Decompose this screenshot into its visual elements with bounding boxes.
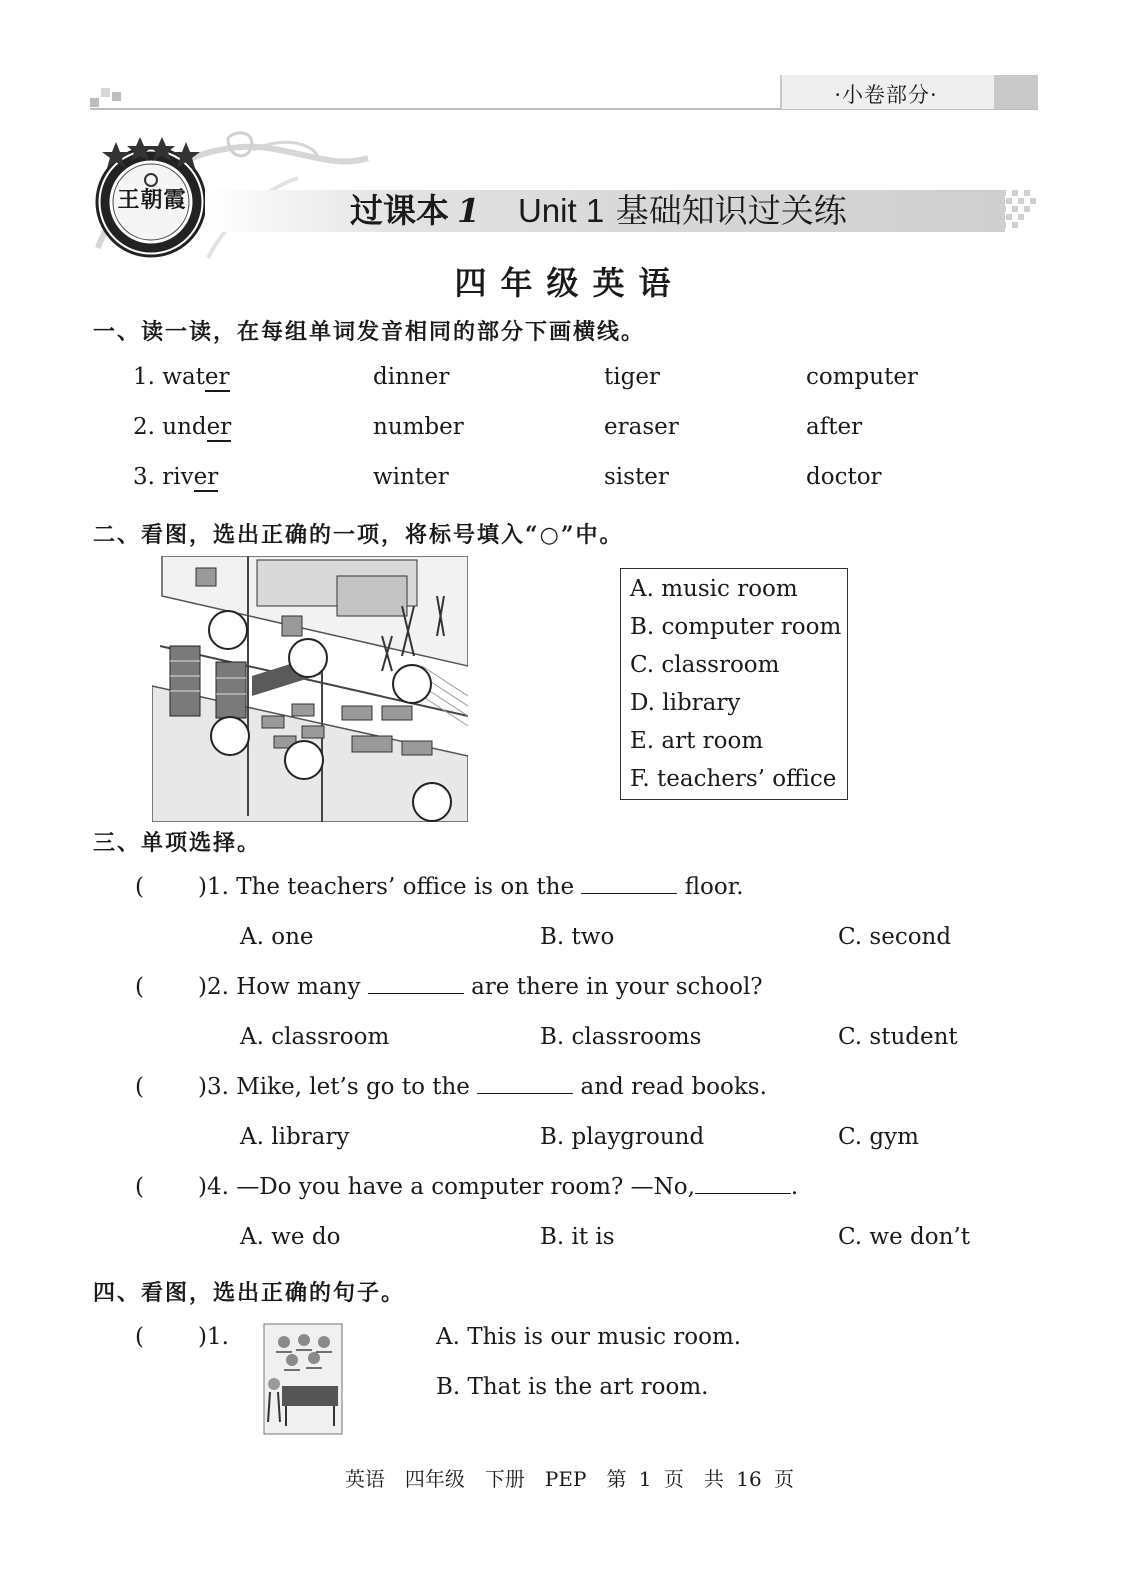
q-text-end: and read books. [580,1074,767,1100]
answer-circle-1[interactable] [208,610,248,650]
section1-title: 一、读一读，在每组单词发音相同的部分下画横线。 [93,319,646,345]
option-a: A. music room [630,576,798,602]
answer-circle-6[interactable] [412,782,452,822]
q-text-end: . [790,1174,799,1200]
q3-paren: ( [135,1074,144,1100]
q4-stem [198,1174,798,1200]
logo-text: 王朝霞 [117,187,187,213]
q-text-end: are there in your school? [471,974,763,1000]
answer-blank[interactable] [477,1075,573,1094]
grade-title: 四年级英语 [454,264,685,302]
word-part: wat [162,364,205,390]
row-number: 1. [133,364,155,390]
answer-blank[interactable] [368,975,464,994]
q4-option-b: B. it is [540,1224,615,1250]
q1-option-b: B. two [540,924,615,950]
option-f: F. teachers’ office [630,766,837,792]
q-number: )4. [198,1174,229,1200]
music-room-illustration [262,1322,344,1436]
section4-title: 四、看图，选出正确的句子。 [93,1280,406,1306]
q-number: )2. [198,974,229,1000]
q1-option-c: C. second [838,924,952,950]
q3-option-c: C. gym [838,1124,919,1150]
answer-circle-5[interactable] [284,740,324,780]
q3-stem [198,1074,767,1100]
section-tag: ·小卷部分· [834,83,938,107]
s4-q1-number: )1. [198,1324,229,1350]
q1-paren: ( [135,874,144,900]
underlined-part: er [206,414,232,440]
title-text: 基础知识过关练 [615,191,847,230]
s4-q1-paren: ( [135,1324,144,1350]
q4-option-c: C. we don’t [838,1224,970,1250]
word-part: riv [162,464,194,490]
s1-row1-word2: dinner [373,364,450,390]
option-e: E. art room [630,728,764,754]
s1-row3-word4: doctor [806,464,882,490]
q-text: —Do you have a computer room? —No, [236,1174,695,1200]
s1-row2-word3: eraser [604,414,679,440]
q-text: The teachers’ office is on the [236,874,575,900]
q1-option-a: A. one [240,924,314,950]
q2-paren: ( [135,974,144,1000]
q2-option-b: B. classrooms [540,1024,702,1050]
q2-option-c: C. student [838,1024,958,1050]
option-c: C. classroom [630,652,780,678]
q-number: )1. [198,874,229,900]
q3-option-a: A. library [240,1124,350,1150]
answer-blank[interactable] [581,875,677,894]
s1-row2-word1 [133,414,231,440]
s1-row2-word2: number [373,414,464,440]
q1-stem [198,874,744,900]
s1-row1-word4: computer [806,364,918,390]
q-text: Mike, let’s go to the [236,1074,470,1100]
s1-row2-word4: after [806,414,863,440]
title-unit: Unit 1 [517,192,605,229]
s1-row1-word3: tiger [604,364,660,390]
header-decoration [112,92,121,101]
banner-dots [1000,186,1040,236]
underlined-part: er [204,364,230,390]
q4-option-a: A. we do [240,1224,341,1250]
q4-paren: ( [135,1174,144,1200]
q-number: )3. [198,1074,229,1100]
header-decoration [90,98,99,107]
header-decoration [101,88,110,97]
page-title [350,190,847,232]
title-prefix: 过课本 [350,191,449,230]
title-number: 1 [457,191,480,230]
s1-row3-word3: sister [604,464,669,490]
s1-row3-word1 [133,464,218,490]
q-text: How many [236,974,361,1000]
row-number: 3. [133,464,155,490]
s4-option-b: B. That is the art room. [436,1374,709,1400]
s1-row1-word1 [133,364,230,390]
s1-row3-word2: winter [373,464,449,490]
s4-option-a: A. This is our music room. [436,1324,742,1350]
answer-blank[interactable] [695,1175,791,1194]
section3-title: 三、单项选择。 [93,830,262,856]
section-tag-end [994,75,1038,109]
answer-circle-3[interactable] [392,664,432,704]
answer-circle-2[interactable] [288,638,328,678]
option-d: D. library [630,690,741,716]
word-part: und [162,414,207,440]
underlined-part: er [193,464,219,490]
q2-stem [198,974,763,1000]
q3-option-b: B. playground [540,1124,705,1150]
q2-option-a: A. classroom [240,1024,390,1050]
section2-title: 二、看图，选出正确的一项，将标号填入“○”中。 [93,522,624,548]
row-number: 2. [133,414,155,440]
q-text-end: floor. [684,874,744,900]
page-footer: 英语 四年级 下册 PEP 第 1 页 共 16 页 [344,1467,795,1491]
answer-circle-4[interactable] [210,716,250,756]
option-b: B. computer room [630,614,842,640]
